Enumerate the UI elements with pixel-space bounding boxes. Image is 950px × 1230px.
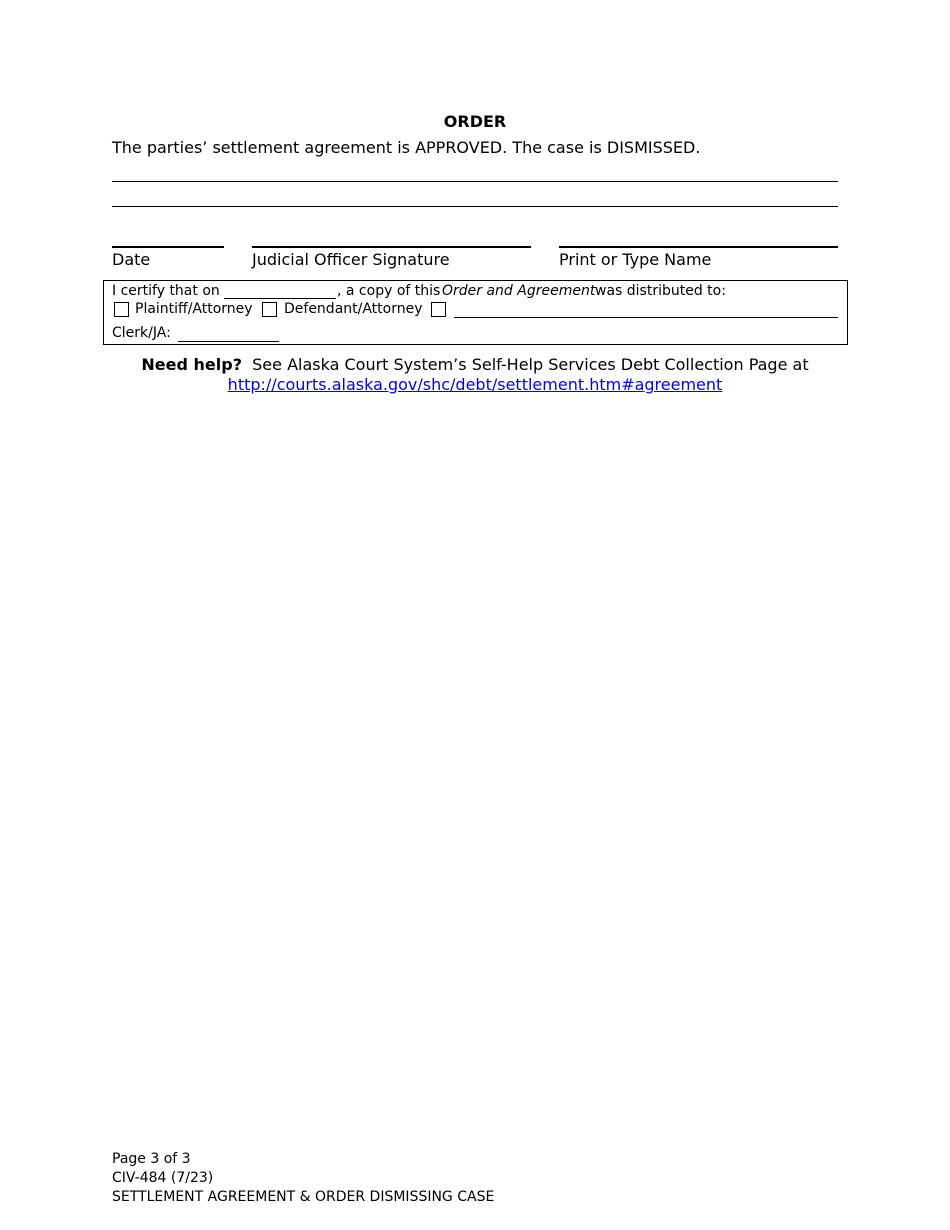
clerk-label: Clerk/JA: [112, 325, 171, 341]
officer-signature-label: Judicial Officer Signature [252, 250, 450, 269]
clerk-initials-field[interactable] [178, 341, 279, 342]
print-name-label: Print or Type Name [559, 250, 712, 269]
certify-date-field[interactable] [224, 298, 336, 299]
certify-prefix: I certify that on [112, 283, 220, 299]
order-title: ORDER [443, 112, 507, 131]
blank-line-1 [112, 181, 838, 182]
other-recipient-checkbox[interactable] [431, 302, 446, 317]
defendant-label: Defendant/Attorney [284, 301, 423, 317]
form-title: SETTLEMENT AGREEMENT & ORDER DISMISSING CASE [112, 1189, 495, 1205]
plaintiff-label: Plaintiff/Attorney [135, 301, 253, 317]
print-name-signature-line[interactable] [559, 246, 838, 248]
date-label: Date [112, 250, 151, 269]
certify-document-name: Order and Agreement [442, 283, 596, 299]
certify-middle: , a copy of this [337, 283, 441, 299]
page-number: Page 3 of 3 [112, 1151, 191, 1167]
help-link-row [0, 375, 950, 394]
order-statement: The parties’ settlement agreement is APPROVED. The case is DISMISSED. [112, 138, 701, 157]
self-help-link[interactable]: http://courts.alaska.gov/shc/debt/settlement.htm#agreement [227, 375, 723, 394]
date-signature-line[interactable] [112, 246, 224, 248]
plaintiff-checkbox[interactable] [114, 302, 129, 317]
form-id: CIV-484 (7/23) [112, 1170, 214, 1186]
help-lead: Need help? [141, 355, 242, 374]
officer-signature-line[interactable] [252, 246, 531, 248]
help-text: See Alaska Court System’s Self-Help Services Debt Collection Page at [252, 355, 809, 374]
defendant-checkbox[interactable] [262, 302, 277, 317]
blank-line-2 [112, 206, 838, 207]
other-recipient-field[interactable] [454, 317, 838, 318]
help-section [0, 355, 950, 374]
certify-suffix: was distributed to: [595, 283, 726, 299]
